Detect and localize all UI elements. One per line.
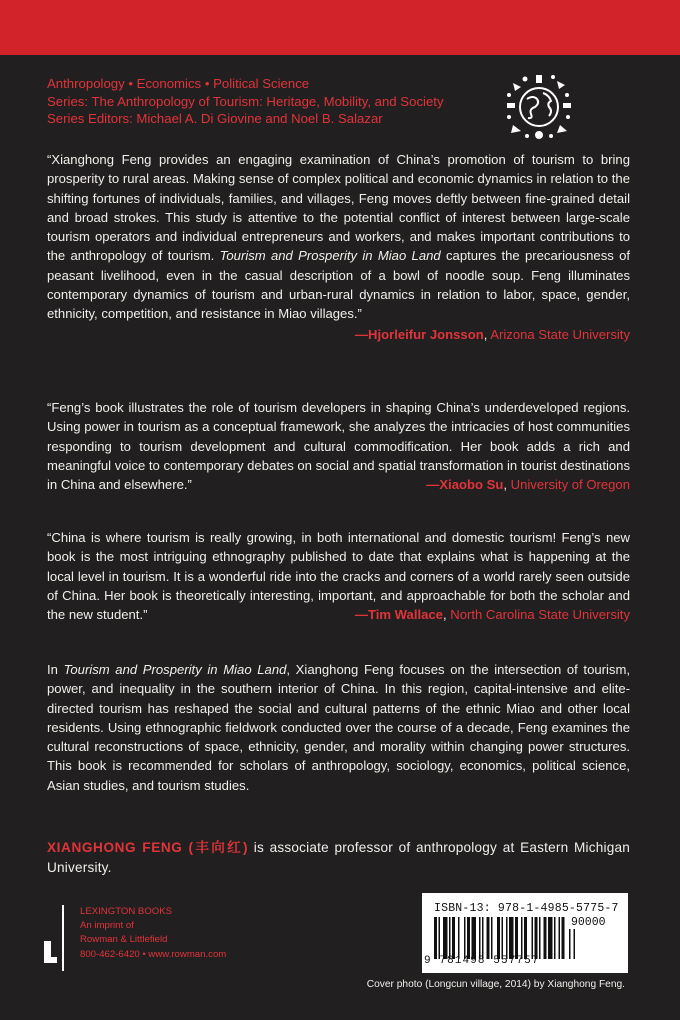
barcode-digits: 9 781498 557757 <box>424 955 540 967</box>
barcode-stripe <box>452 917 455 959</box>
series-info <box>47 75 497 128</box>
series-editors: Series Editors: Michael A. Di Giovine and Noel B. Salazar <box>47 111 383 126</box>
description-lead: In <box>47 662 58 677</box>
lexington-logo-icon <box>42 905 72 971</box>
quote-text: “Feng’s book illustrates the role of tourism developers in shaping China’s underdeveloped regions. Using power in tourism as a conceptual framework, she analyzes the intricacies of host communities responding to tourism development and cultural commodification. Her book adds a rich and meaningful voice to contemporary debates on social and spatial transformation in tourist destinations in China and elsewhere.” <box>47 400 630 493</box>
book-title-italic: Tourism and Prosperity in Miao Land <box>219 248 441 264</box>
book-description <box>47 660 630 795</box>
barcode-stripe <box>443 917 448 959</box>
price-code: 90000 <box>571 916 606 929</box>
reviewer-name: —Hjorleifur Jonsson <box>354 326 484 342</box>
barcode-stripe <box>472 917 477 959</box>
publisher-name: LEXINGTON BOOKS <box>80 906 173 917</box>
barcode-stripe <box>524 917 527 959</box>
barcode-stripe <box>535 917 538 959</box>
review-quote-3 <box>47 528 630 624</box>
isbn-number: ISBN-13: 978-1-4985-5775-7 <box>434 902 619 915</box>
barcode-stripe <box>548 917 553 959</box>
barcode-stripe <box>559 917 561 959</box>
barcode-stripe <box>515 917 518 959</box>
barcode-stripe <box>491 917 493 959</box>
author-name: XIANGHONG FENG (丰向红) <box>47 840 249 855</box>
photo-credit: Cover photo (Longcun village, 2014) by Xianghong Feng. <box>366 979 625 990</box>
barcode-stripe <box>439 917 441 959</box>
barcode-stripe <box>562 917 565 959</box>
author-bio-text: is associate professor of anthropology at Eastern Michigan University. <box>47 840 630 875</box>
reviewer-name: —Tim Wallace <box>354 607 443 623</box>
barcode-stripe <box>539 917 541 959</box>
reviewer-affiliation: University of Oregon <box>510 477 630 493</box>
barcode-stripe <box>464 917 466 959</box>
barcode-stripe <box>434 917 437 959</box>
barcode-stripe <box>544 917 547 959</box>
book-title-italic: Tourism and Prosperity in Miao Land <box>63 662 287 677</box>
publisher-parent: Rowman & Littlefield <box>80 934 168 946</box>
barcode-stripe <box>487 917 490 959</box>
review-quote-1 <box>47 150 630 344</box>
quote-text-continued: captures the precariousness of peasant livelihood, even in the casual description of a bowl of noodle soup. Feng illuminates contemporary dynamics of tourism and urban-rural dynamics in relation to labor, space, gender, ethnicity, competition, and resistance in Miao villages.” <box>47 248 631 322</box>
barcode-stripe <box>521 917 523 959</box>
barcode-stripe <box>497 917 500 959</box>
series-title: Series: The Anthropology of Tourism: Heritage, Mobility, and Society <box>47 93 444 109</box>
barcode-stripe <box>458 917 460 959</box>
series-globe-logo <box>505 73 573 141</box>
barcode-stripe <box>502 917 504 959</box>
barcode-stripe <box>467 917 470 959</box>
review-quote-2 <box>47 398 630 494</box>
barcode-stripe <box>554 917 556 959</box>
barcode-stripe <box>449 917 451 959</box>
description-text: , Xianghong Feng focuses on the intersection of tourism, power, and inequality in the southern interior of China. In this region, capital-intensive and elite-directed tourism has reshaped the social and cultural patterns of the ethnic Miao and other local residents. Using ethnographic fieldwork conducted over the course of a decade, Feng examines the cultural reconstructions of space, ethnicity, gender, and morality within changing power structures. This book is recommended for scholars of anthropology, sociology, economics, political science, Asian studies, and tourism studies. <box>47 662 630 793</box>
quote-attribution: —Xiaobo Su, University of Oregon <box>426 477 630 493</box>
reviewer-affiliation: Arizona State University <box>490 326 630 342</box>
isbn-barcode <box>422 893 628 973</box>
publisher-imprint: An imprint of <box>80 920 134 932</box>
quote-text: “China is where tourism is really growing, in both international and domestic tourism! Feng’s new book is the most intriguing ethnography published to date that explains what is happening at the local level in tourism. It is a wonderful ride into the cracks and corners of a world rarely seen outside of China. Her book is theoretically interesting, important, and approachable for both the scholar and the new student.” <box>47 530 630 623</box>
subject-categories: Anthropology • Economics • Political Science <box>47 76 310 91</box>
top-red-band <box>0 0 680 55</box>
quote-attribution: —Tim Wallace, North Carolina State University <box>354 607 630 623</box>
barcode-stripe <box>532 917 534 959</box>
barcode-stripe <box>482 917 484 959</box>
publisher-contact: 800-462-6420 • www.rowman.com <box>80 948 227 960</box>
author-bio <box>47 838 630 878</box>
barcode-stripe <box>509 917 514 959</box>
quote-text: “Xianghong Feng provides an engaging examination of China’s promotion of tourism to bring prosperity to rural areas. Making sense of complex political and economic dynamics in relation to the shifting fortunes of individuals, families, and villages, Feng moves deftly between fine-grained detail and broad strokes. This study is attentive to the potential conflict of interest between large-scale tourism operators and individual entrepreneurs and workers, and makes important contributions to the anthropology of tourism. <box>47 152 630 264</box>
barcode-stripe <box>506 917 508 959</box>
reviewer-affiliation: North Carolina State University <box>450 607 630 623</box>
barcode-stripe <box>479 917 481 959</box>
publisher-text <box>80 905 280 962</box>
reviewer-name: —Xiaobo Su <box>426 477 504 493</box>
quote-attribution: —Hjorleifur Jonsson, Arizona State University <box>354 326 630 342</box>
